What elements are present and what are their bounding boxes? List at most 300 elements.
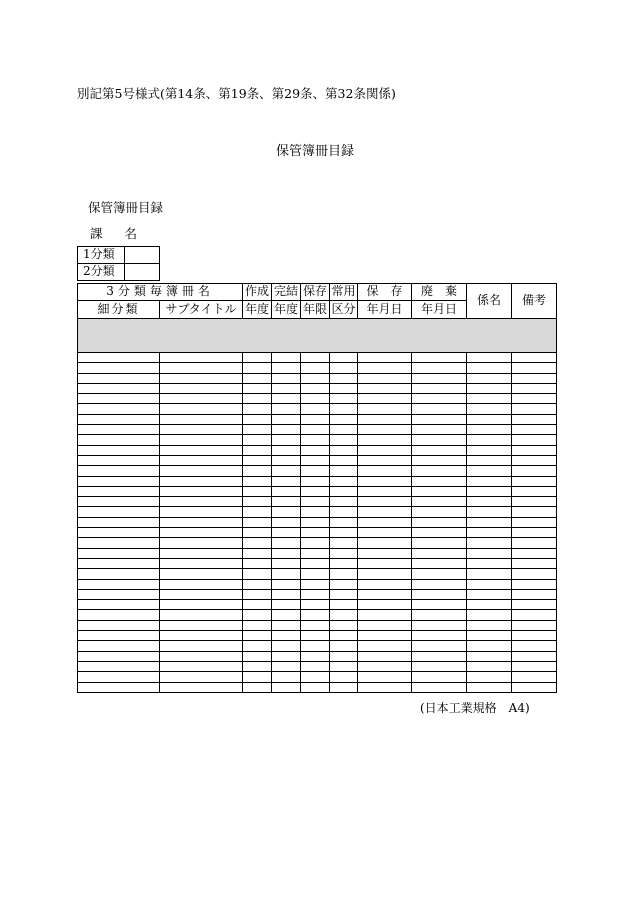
table-cell[interactable] (512, 641, 557, 651)
table-cell[interactable] (358, 589, 412, 599)
table-cell[interactable] (467, 538, 512, 548)
table-cell[interactable] (330, 476, 358, 486)
table-cell[interactable] (512, 682, 557, 692)
table-cell[interactable] (412, 353, 467, 363)
table-cell[interactable] (78, 641, 160, 651)
table-cell[interactable] (243, 353, 272, 363)
table-cell[interactable] (467, 641, 512, 651)
table-cell[interactable] (78, 610, 160, 620)
table-cell[interactable] (358, 672, 412, 682)
table-cell[interactable] (301, 414, 330, 424)
table-cell[interactable] (467, 610, 512, 620)
table-cell[interactable] (272, 486, 301, 496)
table-cell[interactable] (160, 466, 243, 476)
table-cell[interactable] (358, 620, 412, 630)
table-cell[interactable] (243, 466, 272, 476)
table-cell[interactable] (467, 476, 512, 486)
table-cell[interactable] (78, 600, 160, 610)
table-cell[interactable] (301, 363, 330, 373)
table-cell[interactable] (243, 672, 272, 682)
table-cell[interactable] (272, 414, 301, 424)
table-cell[interactable] (512, 373, 557, 383)
table-cell[interactable] (301, 631, 330, 641)
table-cell[interactable] (243, 373, 272, 383)
table-cell[interactable] (512, 425, 557, 435)
table-cell[interactable] (301, 682, 330, 692)
table-cell[interactable] (358, 558, 412, 568)
table-cell[interactable] (330, 466, 358, 476)
table-cell[interactable] (301, 579, 330, 589)
table-cell[interactable] (301, 600, 330, 610)
table-cell[interactable] (272, 394, 301, 404)
table-cell[interactable] (358, 528, 412, 538)
table-cell[interactable] (243, 383, 272, 393)
table-cell[interactable] (412, 383, 467, 393)
table-cell[interactable] (78, 620, 160, 630)
table-cell[interactable] (272, 682, 301, 692)
table-cell[interactable] (467, 414, 512, 424)
table-cell[interactable] (243, 435, 272, 445)
table-cell[interactable] (412, 404, 467, 414)
table-cell[interactable] (243, 486, 272, 496)
table-cell[interactable] (330, 353, 358, 363)
table-cell[interactable] (512, 455, 557, 465)
table-cell[interactable] (243, 497, 272, 507)
table-cell[interactable] (160, 620, 243, 630)
table-cell[interactable] (78, 445, 160, 455)
table-cell[interactable] (512, 394, 557, 404)
table-cell[interactable] (412, 486, 467, 496)
table-cell[interactable] (243, 538, 272, 548)
table-cell[interactable] (160, 610, 243, 620)
table-cell[interactable] (330, 569, 358, 579)
table-cell[interactable] (512, 414, 557, 424)
table-cell[interactable] (78, 466, 160, 476)
table-cell[interactable] (467, 425, 512, 435)
table-cell[interactable] (467, 620, 512, 630)
table-cell[interactable] (301, 404, 330, 414)
table-cell[interactable] (330, 363, 358, 373)
table-cell[interactable] (243, 548, 272, 558)
table-cell[interactable] (412, 600, 467, 610)
table-cell[interactable] (301, 507, 330, 517)
table-cell[interactable] (330, 682, 358, 692)
table-cell[interactable] (301, 455, 330, 465)
table-cell[interactable] (512, 466, 557, 476)
table-cell[interactable] (412, 620, 467, 630)
table-cell[interactable] (330, 548, 358, 558)
table-cell[interactable] (467, 672, 512, 682)
table-cell[interactable] (412, 455, 467, 465)
table-cell[interactable] (512, 528, 557, 538)
table-cell[interactable] (358, 435, 412, 445)
table-cell[interactable] (243, 620, 272, 630)
table-cell[interactable] (330, 528, 358, 538)
table-cell[interactable] (301, 373, 330, 383)
table-cell[interactable] (78, 486, 160, 496)
table-cell[interactable] (301, 651, 330, 661)
table-cell[interactable] (467, 651, 512, 661)
table-cell[interactable] (330, 497, 358, 507)
table-cell[interactable] (272, 363, 301, 373)
table-cell[interactable] (358, 363, 412, 373)
table-cell[interactable] (301, 558, 330, 568)
table-cell[interactable] (467, 517, 512, 527)
table-cell[interactable] (78, 558, 160, 568)
table-cell[interactable] (272, 404, 301, 414)
table-cell[interactable] (272, 466, 301, 476)
table-cell[interactable] (243, 425, 272, 435)
table-cell[interactable] (243, 631, 272, 641)
table-cell[interactable] (243, 517, 272, 527)
table-cell[interactable] (301, 610, 330, 620)
table-cell[interactable] (467, 579, 512, 589)
table-cell[interactable] (412, 476, 467, 486)
table-cell[interactable] (467, 600, 512, 610)
table-cell[interactable] (243, 600, 272, 610)
table-cell[interactable] (272, 620, 301, 630)
table-cell[interactable] (330, 394, 358, 404)
table-cell[interactable] (330, 610, 358, 620)
table-cell[interactable] (272, 569, 301, 579)
table-cell[interactable] (330, 435, 358, 445)
table-cell[interactable] (358, 383, 412, 393)
table-cell[interactable] (467, 445, 512, 455)
table-cell[interactable] (243, 394, 272, 404)
table-cell[interactable] (160, 579, 243, 589)
table-cell[interactable] (330, 641, 358, 651)
table-cell[interactable] (78, 661, 160, 671)
table-cell[interactable] (512, 610, 557, 620)
table-cell[interactable] (330, 661, 358, 671)
table-cell[interactable] (301, 394, 330, 404)
table-cell[interactable] (358, 579, 412, 589)
table-cell[interactable] (78, 425, 160, 435)
table-cell[interactable] (78, 651, 160, 661)
table-cell[interactable] (412, 672, 467, 682)
table-cell[interactable] (358, 445, 412, 455)
table-cell[interactable] (330, 579, 358, 589)
table-cell[interactable] (358, 682, 412, 692)
table-cell[interactable] (301, 569, 330, 579)
table-cell[interactable] (512, 672, 557, 682)
table-cell[interactable] (272, 435, 301, 445)
table-cell[interactable] (512, 538, 557, 548)
table-cell[interactable] (160, 661, 243, 671)
table-cell[interactable] (358, 476, 412, 486)
table-cell[interactable] (358, 425, 412, 435)
table-cell[interactable] (330, 589, 358, 599)
table-cell[interactable] (358, 455, 412, 465)
table-cell[interactable] (412, 631, 467, 641)
table-cell[interactable] (412, 528, 467, 538)
table-cell[interactable] (272, 528, 301, 538)
table-cell[interactable] (467, 528, 512, 538)
table-cell[interactable] (330, 486, 358, 496)
table-cell[interactable] (160, 497, 243, 507)
table-cell[interactable] (272, 579, 301, 589)
table-cell[interactable] (160, 548, 243, 558)
table-cell[interactable] (412, 682, 467, 692)
table-cell[interactable] (243, 661, 272, 671)
table-cell[interactable] (272, 445, 301, 455)
table-cell[interactable] (467, 435, 512, 445)
table-cell[interactable] (272, 631, 301, 641)
table-cell[interactable] (78, 528, 160, 538)
table-cell[interactable] (358, 394, 412, 404)
table-cell[interactable] (243, 404, 272, 414)
table-cell[interactable] (78, 435, 160, 445)
table-cell[interactable] (330, 600, 358, 610)
table-cell[interactable] (272, 589, 301, 599)
table-cell[interactable] (467, 569, 512, 579)
table-cell[interactable] (160, 631, 243, 641)
table-cell[interactable] (243, 589, 272, 599)
table-cell[interactable] (272, 610, 301, 620)
table-cell[interactable] (243, 476, 272, 486)
table-cell[interactable] (467, 383, 512, 393)
table-cell[interactable] (78, 455, 160, 465)
table-cell[interactable] (301, 661, 330, 671)
table-cell[interactable] (272, 455, 301, 465)
table-cell[interactable] (467, 548, 512, 558)
table-cell[interactable] (358, 631, 412, 641)
table-cell[interactable] (243, 579, 272, 589)
table-cell[interactable] (467, 404, 512, 414)
table-cell[interactable] (358, 373, 412, 383)
table-cell[interactable] (330, 455, 358, 465)
table-cell[interactable] (301, 445, 330, 455)
table-cell[interactable] (243, 528, 272, 538)
table-cell[interactable] (301, 425, 330, 435)
table-cell[interactable] (160, 455, 243, 465)
table-cell[interactable] (512, 600, 557, 610)
table-cell[interactable] (467, 373, 512, 383)
table-cell[interactable] (160, 651, 243, 661)
table-cell[interactable] (243, 445, 272, 455)
table-cell[interactable] (512, 507, 557, 517)
table-cell[interactable] (301, 435, 330, 445)
table-cell[interactable] (272, 641, 301, 651)
table-cell[interactable] (467, 353, 512, 363)
table-cell[interactable] (301, 353, 330, 363)
table-cell[interactable] (78, 476, 160, 486)
table-cell[interactable] (78, 404, 160, 414)
table-cell[interactable] (412, 569, 467, 579)
table-cell[interactable] (272, 538, 301, 548)
table-cell[interactable] (272, 373, 301, 383)
table-cell[interactable] (78, 353, 160, 363)
table-cell[interactable] (412, 373, 467, 383)
table-cell[interactable] (358, 497, 412, 507)
table-cell[interactable] (512, 589, 557, 599)
table-cell[interactable] (301, 538, 330, 548)
table-cell[interactable] (272, 497, 301, 507)
table-cell[interactable] (78, 548, 160, 558)
table-cell[interactable] (272, 548, 301, 558)
table-cell[interactable] (243, 610, 272, 620)
table-cell[interactable] (78, 589, 160, 599)
table-cell[interactable] (412, 363, 467, 373)
table-cell[interactable] (78, 383, 160, 393)
table-cell[interactable] (330, 425, 358, 435)
table-cell[interactable] (272, 651, 301, 661)
table-cell[interactable] (272, 558, 301, 568)
table-cell[interactable] (412, 466, 467, 476)
table-cell[interactable] (160, 600, 243, 610)
table-cell[interactable] (301, 620, 330, 630)
table-cell[interactable] (412, 548, 467, 558)
table-cell[interactable] (330, 383, 358, 393)
table-cell[interactable] (512, 435, 557, 445)
table-cell[interactable] (78, 507, 160, 517)
table-cell[interactable] (272, 383, 301, 393)
table-cell[interactable] (301, 641, 330, 651)
table-cell[interactable] (358, 538, 412, 548)
table-cell[interactable] (160, 558, 243, 568)
table-cell[interactable] (301, 528, 330, 538)
table-cell[interactable] (160, 507, 243, 517)
table-cell[interactable] (512, 569, 557, 579)
table-cell[interactable] (301, 486, 330, 496)
table-cell[interactable] (512, 353, 557, 363)
table-cell[interactable] (412, 641, 467, 651)
table-cell[interactable] (412, 661, 467, 671)
table-cell[interactable] (243, 641, 272, 651)
table-cell[interactable] (243, 455, 272, 465)
table-cell[interactable] (330, 445, 358, 455)
table-cell[interactable] (160, 445, 243, 455)
table-cell[interactable] (160, 528, 243, 538)
table-cell[interactable] (301, 383, 330, 393)
table-cell[interactable] (358, 600, 412, 610)
table-cell[interactable] (467, 558, 512, 568)
table-cell[interactable] (412, 435, 467, 445)
table-cell[interactable] (78, 414, 160, 424)
table-cell[interactable] (272, 600, 301, 610)
table-cell[interactable] (330, 631, 358, 641)
table-cell[interactable] (160, 363, 243, 373)
table-cell[interactable] (78, 538, 160, 548)
table-cell[interactable] (412, 414, 467, 424)
table-cell[interactable] (412, 538, 467, 548)
table-cell[interactable] (467, 394, 512, 404)
table-cell[interactable] (272, 661, 301, 671)
table-cell[interactable] (358, 517, 412, 527)
table-cell[interactable] (160, 569, 243, 579)
table-cell[interactable] (272, 517, 301, 527)
table-cell[interactable] (467, 631, 512, 641)
table-cell[interactable] (512, 558, 557, 568)
table-cell[interactable] (467, 661, 512, 671)
table-cell[interactable] (78, 497, 160, 507)
table-cell[interactable] (160, 476, 243, 486)
table-cell[interactable] (272, 672, 301, 682)
table-cell[interactable] (160, 373, 243, 383)
table-cell[interactable] (78, 579, 160, 589)
table-cell[interactable] (160, 682, 243, 692)
table-cell[interactable] (272, 425, 301, 435)
table-cell[interactable] (160, 414, 243, 424)
table-cell[interactable] (330, 404, 358, 414)
table-cell[interactable] (160, 404, 243, 414)
table-cell[interactable] (301, 497, 330, 507)
table-cell[interactable] (467, 682, 512, 692)
table-cell[interactable] (512, 651, 557, 661)
table-cell[interactable] (512, 476, 557, 486)
table-cell[interactable] (467, 455, 512, 465)
table-cell[interactable] (160, 517, 243, 527)
table-cell[interactable] (467, 486, 512, 496)
table-cell[interactable] (160, 425, 243, 435)
table-cell[interactable] (358, 353, 412, 363)
table-cell[interactable] (412, 651, 467, 661)
table-cell[interactable] (512, 497, 557, 507)
table-cell[interactable] (160, 641, 243, 651)
table-cell[interactable] (512, 548, 557, 558)
table-cell[interactable] (358, 548, 412, 558)
table-cell[interactable] (160, 353, 243, 363)
table-cell[interactable] (512, 620, 557, 630)
table-cell[interactable] (301, 466, 330, 476)
table-cell[interactable] (160, 538, 243, 548)
table-cell[interactable] (467, 466, 512, 476)
table-cell[interactable] (512, 517, 557, 527)
table-cell[interactable] (243, 363, 272, 373)
table-cell[interactable] (301, 548, 330, 558)
table-cell[interactable] (160, 435, 243, 445)
table-cell[interactable] (301, 517, 330, 527)
table-cell[interactable] (512, 445, 557, 455)
table-cell[interactable] (301, 589, 330, 599)
table-cell[interactable] (358, 569, 412, 579)
class-1-value[interactable] (125, 247, 160, 264)
table-cell[interactable] (272, 476, 301, 486)
table-cell[interactable] (412, 579, 467, 589)
table-cell[interactable] (78, 569, 160, 579)
table-cell[interactable] (78, 517, 160, 527)
class-2-value[interactable] (125, 264, 160, 281)
table-cell[interactable] (272, 507, 301, 517)
table-cell[interactable] (243, 682, 272, 692)
table-cell[interactable] (160, 589, 243, 599)
table-cell[interactable] (330, 672, 358, 682)
table-cell[interactable] (412, 517, 467, 527)
table-cell[interactable] (160, 672, 243, 682)
table-cell[interactable] (330, 517, 358, 527)
table-cell[interactable] (412, 589, 467, 599)
table-cell[interactable] (412, 610, 467, 620)
table-cell[interactable] (78, 394, 160, 404)
table-cell[interactable] (512, 631, 557, 641)
table-cell[interactable] (243, 507, 272, 517)
table-cell[interactable] (243, 651, 272, 661)
table-cell[interactable] (330, 558, 358, 568)
table-cell[interactable] (78, 672, 160, 682)
table-cell[interactable] (412, 507, 467, 517)
table-cell[interactable] (512, 363, 557, 373)
table-cell[interactable] (160, 383, 243, 393)
table-cell[interactable] (301, 476, 330, 486)
table-cell[interactable] (272, 353, 301, 363)
table-cell[interactable] (512, 661, 557, 671)
table-cell[interactable] (358, 651, 412, 661)
table-cell[interactable] (330, 620, 358, 630)
table-cell[interactable] (467, 363, 512, 373)
table-cell[interactable] (467, 507, 512, 517)
table-cell[interactable] (330, 538, 358, 548)
table-cell[interactable] (467, 497, 512, 507)
